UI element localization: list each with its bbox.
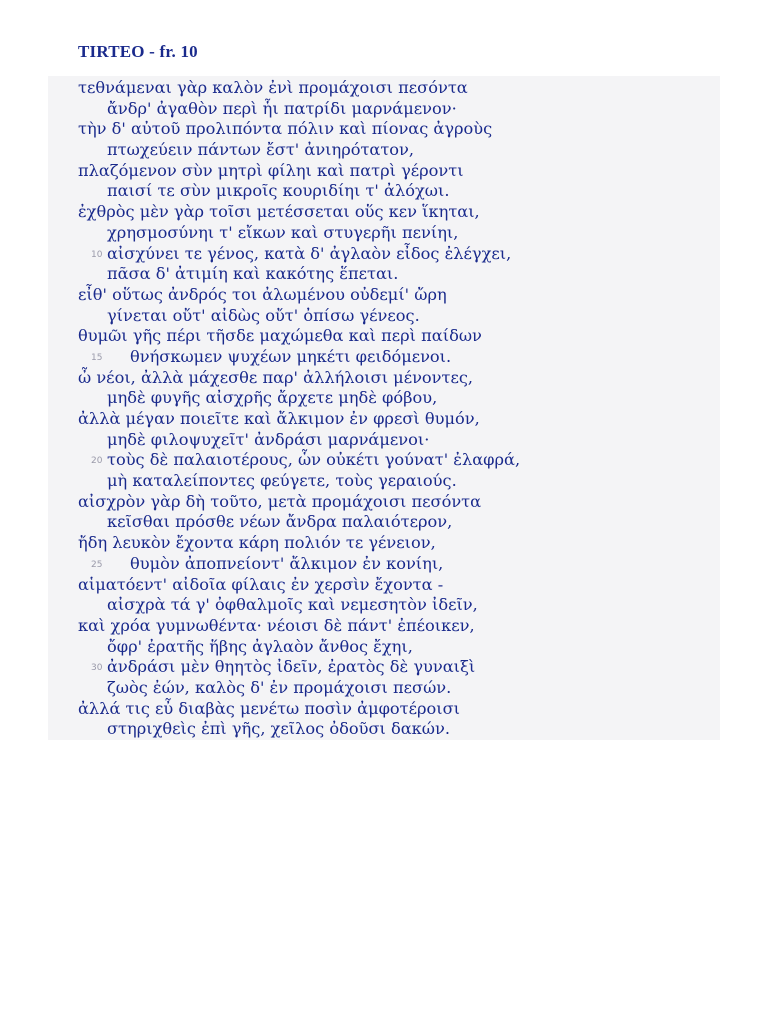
verse-text: χρησμοσύνηι τ' εἴκων καὶ στυγερῆι πενίηι, (107, 222, 459, 242)
poem-line (78, 616, 718, 637)
verse-text: εἶθ' οὕτως ἀνδρός τοι ἀλωμένου οὐδεμί' ὤρη (78, 284, 447, 304)
verse-text: ζωὸς ἐών, καλὸς δ' ἐν προμάχοισι πεσών. (107, 677, 452, 697)
poem-line (78, 595, 718, 616)
verse-text: αἱματόεντ' αἰδοῖα φίλαις ἐν χερσὶν ἔχοντα - (78, 574, 444, 594)
verse-text: θυμὸν ἀποπνείοντ' ἄλκιμον ἐν κονίηι, (130, 553, 444, 573)
poem-line (78, 575, 718, 596)
poem-line (78, 450, 718, 471)
verse-text: τοὺς δὲ παλαιοτέρους, ὧν οὐκέτι γούνατ' ἐλαφρά, (107, 450, 521, 470)
verse-text: πλαζόμενον σὺν μητρὶ φίληι καὶ πατρὶ γέροντι (78, 160, 464, 180)
verse-text: τὴν δ' αὐτοῦ προλιπόντα πόλιν καὶ πίονας ἀγροὺς (78, 119, 493, 139)
line-number: 10 (91, 249, 103, 260)
poem-line (78, 347, 718, 368)
verse-text: παισί τε σὺν μικροῖς κουριδίηι τ' ἀλόχωι. (107, 181, 450, 201)
poem-line (78, 471, 718, 492)
verse-text: καὶ χρόα γυμνωθέντα· νέοισι δὲ πάντ' ἐπέοικεν, (78, 615, 475, 635)
poem-line (78, 161, 718, 182)
poem-line (78, 244, 718, 265)
document-title: TIRTEO - fr. 10 (78, 42, 198, 61)
poem-line (78, 223, 718, 244)
poem-line (78, 285, 718, 306)
poem-line (78, 368, 718, 389)
poem-line (78, 678, 718, 699)
verse-text: αἰσχύνει τε γένος, κατὰ δ' ἀγλαὸν εἶδος ἐλέγχει, (107, 243, 512, 263)
poem-line (78, 409, 718, 430)
verse-text: μὴ καταλείποντες φεύγετε, τοὺς γεραιούς. (107, 471, 457, 491)
verse-text: κεῖσθαι πρόσθε νέων ἄνδρα παλαιότερον, (107, 512, 453, 532)
verse-text: ὦ νέοι, ἀλλὰ μάχεσθε παρ' ἀλλήλοισι μένοντες, (78, 367, 474, 387)
verse-text: μηδὲ φυγῆς αἰσχρῆς ἄρχετε μηδὲ φόβου, (107, 388, 438, 408)
poem-line (78, 326, 718, 347)
verse-text: πτωχεύειν πάντων ἔστ' ἀνιηρότατον, (107, 140, 415, 160)
verse-text: ἀλλά τις εὖ διαβὰς μενέτω ποσὶν ἀμφοτέροισι (78, 698, 461, 718)
line-number: 20 (91, 456, 103, 467)
poem-line (78, 99, 718, 120)
verse-text: ὄφρ' ἐρατῆς ἥβης ἀγλαὸν ἄνθος ἔχηι, (107, 636, 413, 656)
line-number: 30 (91, 663, 103, 674)
verse-text: μηδὲ φιλοψυχεῖτ' ἀνδράσι μαρνάμενοι· (107, 429, 430, 449)
poem-line (78, 657, 718, 678)
verse-text: θυμῶι γῆς πέρι τῆσδε μαχώμεθα καὶ περὶ παίδων (78, 326, 482, 346)
verse-text: ἤδη λευκὸν ἔχοντα κάρη πολιόν τε γένειον, (78, 533, 436, 553)
poem-line (78, 719, 718, 740)
line-number: 15 (91, 352, 103, 363)
verse-text: αἰσχρὸν γὰρ δὴ τοῦτο, μετὰ προμάχοισι πεσόντα (78, 491, 482, 511)
poem-line (78, 533, 718, 554)
poem-line (78, 78, 718, 99)
poem-line (78, 140, 718, 161)
verse-text: αἰσχρὰ τά γ' ὀφθαλμοῖς καὶ νεμεσητὸν ἰδεῖν, (107, 595, 478, 615)
poem-line (78, 554, 718, 575)
poem-line (78, 306, 718, 327)
poem-line (78, 264, 718, 285)
poem-line (78, 430, 718, 451)
poem-line (78, 512, 718, 533)
poem-line (78, 119, 718, 140)
poem-line (78, 699, 718, 720)
verse-text: γίνεται οὔτ' αἰδὼς οὔτ' ὀπίσω γένεος. (107, 305, 420, 325)
verse-text: θνήσκωμεν ψυχέων μηκέτι φειδόμενοι. (130, 346, 452, 366)
verse-text: στηριχθεὶς ἐπὶ γῆς, χεῖλος ὀδοῦσι δακών. (107, 719, 450, 739)
poem-line (78, 388, 718, 409)
poem-line (78, 637, 718, 658)
line-number: 25 (91, 559, 103, 570)
verse-text: πᾶσα δ' ἀτιμίη καὶ κακότης ἕπεται. (107, 264, 399, 284)
poem-line (78, 181, 718, 202)
verse-text: ἀνδράσι μὲν θηητὸς ἰδεῖν, ἐρατὸς δὲ γυναιξὶ (107, 657, 476, 677)
poem-line (78, 492, 718, 513)
verse-text: ἐχθρὸς μὲν γὰρ τοῖσι μετέσσεται οὕς κεν ἵκηται, (78, 202, 480, 222)
verse-text: ἀλλὰ μέγαν ποιεῖτε καὶ ἄλκιμον ἐν φρεσὶ θυμόν, (78, 409, 480, 428)
verse-text: ἄνδρ' ἀγαθὸν περὶ ἧι πατρίδι μαρνάμενον· (107, 98, 457, 118)
poem-text (78, 78, 718, 740)
poem-line (78, 202, 718, 223)
verse-text: τεθνάμεναι γὰρ καλὸν ἐνὶ προμάχοισι πεσόντα (78, 78, 468, 97)
